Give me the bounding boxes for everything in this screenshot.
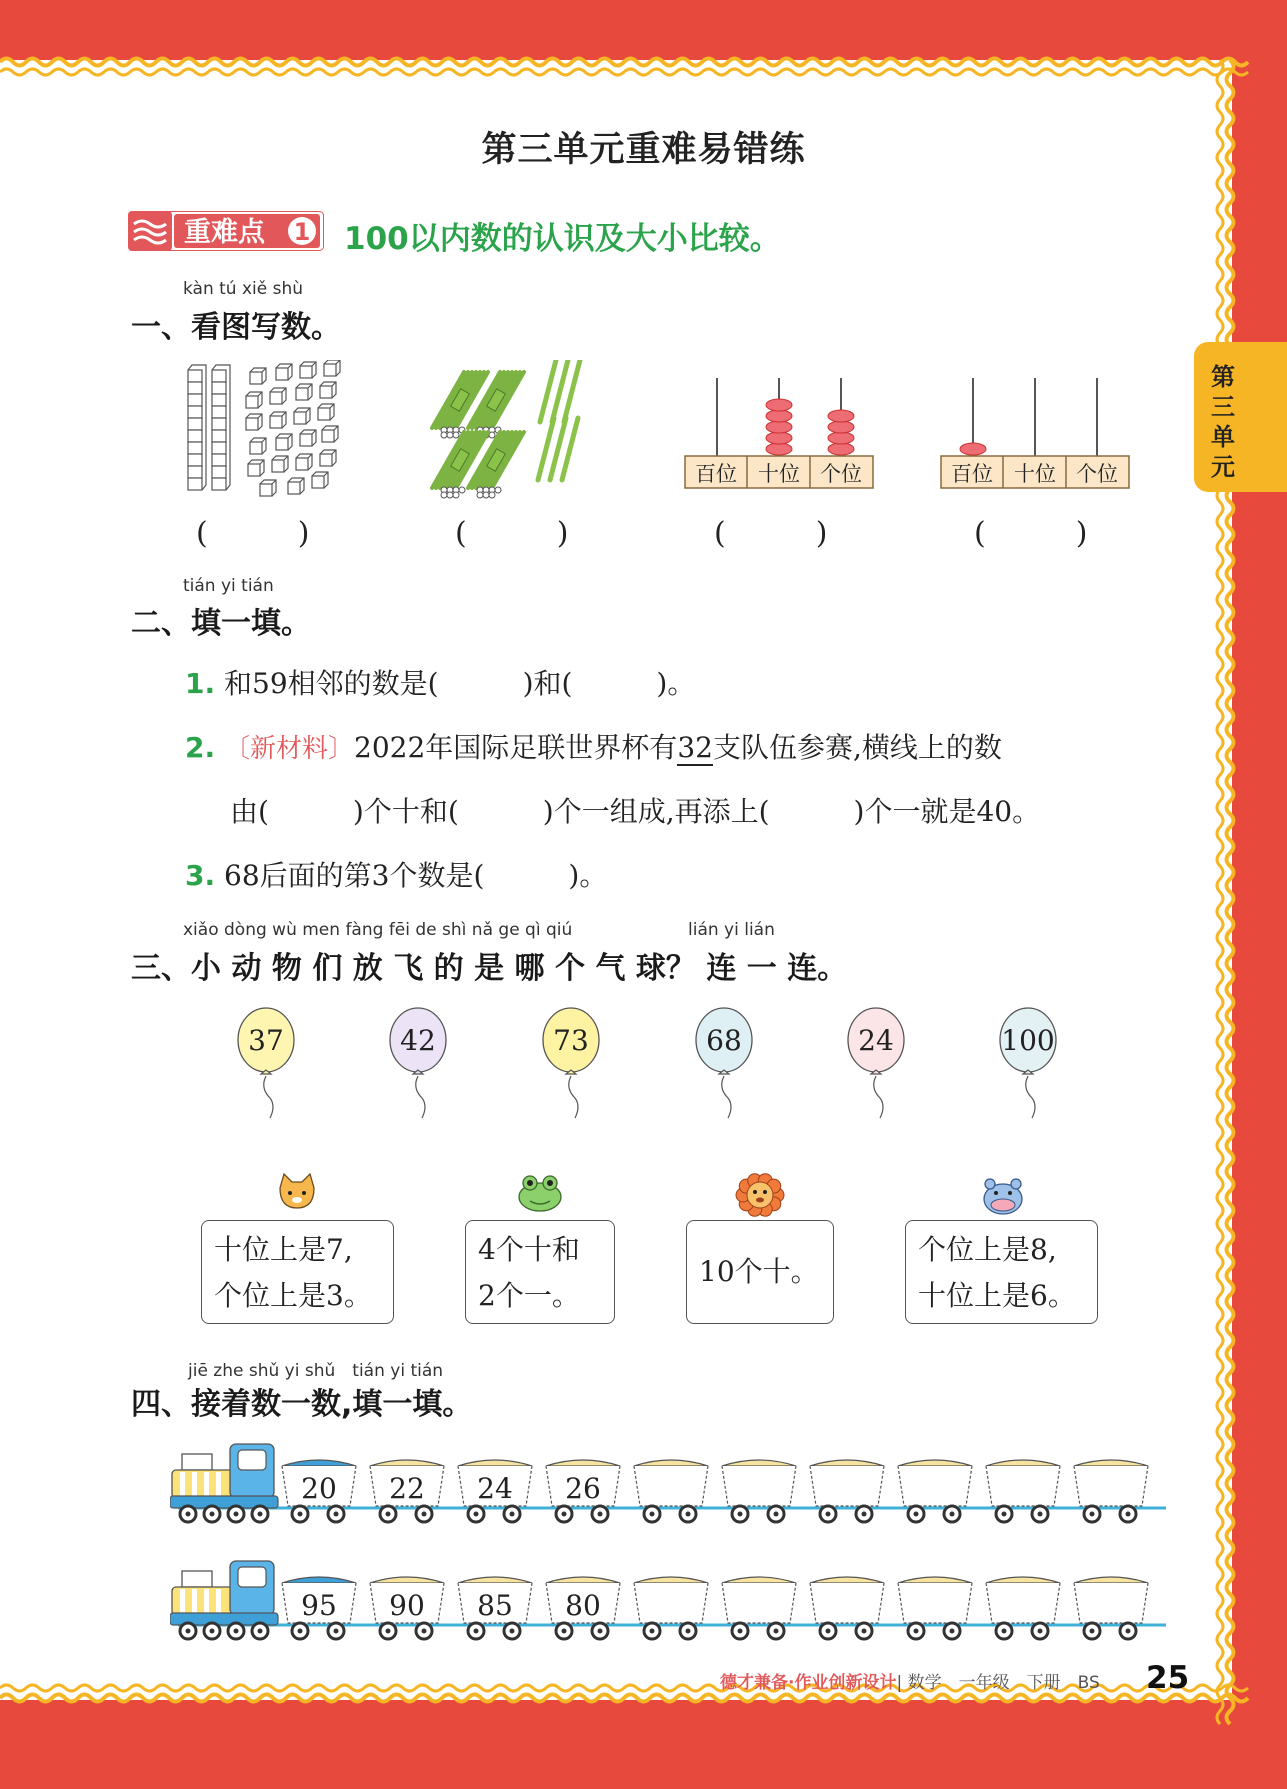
train-car[interactable] — [370, 1460, 444, 1522]
car-number: 20 — [301, 1472, 337, 1505]
clue-card-frog[interactable] — [465, 1220, 615, 1324]
unit-side-tab-label: 第三单元 — [1211, 363, 1235, 481]
section2-pinyin: tián yi tián — [183, 576, 274, 596]
train-car[interactable] — [546, 1577, 620, 1639]
abacus-1-label-tens: 十位 — [758, 462, 800, 486]
abacus-1 — [685, 378, 873, 488]
clue-line-1: 10个十。 — [699, 1255, 819, 1288]
abacus-bead — [960, 443, 986, 455]
question-number: 1. — [185, 667, 216, 700]
clue-line-1: 4个十和 — [478, 1233, 580, 1266]
train-car[interactable] — [634, 1460, 708, 1522]
key-point-badge-label: 重难点 — [184, 217, 265, 248]
page-number: 25 — [1146, 1660, 1190, 1696]
abacus-bead — [828, 432, 854, 444]
balloon-37[interactable] — [238, 1008, 294, 1118]
balloon-24[interactable] — [848, 1008, 904, 1118]
clue-card-hippo[interactable] — [905, 1220, 1098, 1324]
clue-line-1: 十位上是7, — [214, 1233, 353, 1266]
train-car[interactable] — [634, 1577, 708, 1639]
sticks-picture — [432, 360, 580, 498]
abacus-2-label-ones: 个位 — [1076, 462, 1118, 486]
cat-icon — [280, 1174, 314, 1208]
question-2-2-line2: 由( )个十和( )个一组成,再添上( )个一就是40。 — [230, 795, 1041, 828]
frog-icon — [519, 1176, 561, 1211]
balloon-number: 68 — [706, 1024, 742, 1057]
balloon-number: 100 — [1001, 1024, 1055, 1057]
footer-info: | 数学 一年级 下册 BS — [896, 1673, 1100, 1693]
train-car[interactable] — [722, 1577, 796, 1639]
section3-heading: 三、小 动 物 们 放 飞 的 是 哪 个 气 球？ 连 一 连。 — [131, 951, 848, 986]
train-engine-icon — [170, 1561, 278, 1639]
question-number: 3. — [185, 859, 216, 892]
trains-area — [170, 1440, 1170, 1680]
key-point-text: 100以内数的认识及大小比较。 — [344, 221, 781, 257]
abacus-2-label-tens: 十位 — [1014, 462, 1056, 486]
train-car[interactable] — [458, 1577, 532, 1639]
answer-blank-4[interactable]: ( ) — [974, 516, 1088, 551]
balloon-100[interactable] — [1000, 1008, 1056, 1118]
footer-brand: 德才兼备·作业创新设计 — [720, 1673, 897, 1693]
clue-line-2: 十位上是6。 — [918, 1279, 1076, 1312]
abacus-bead — [766, 410, 792, 422]
balloon-68[interactable] — [696, 1008, 752, 1118]
clue-line-2: 个位上是3。 — [214, 1279, 372, 1312]
answer-blank-1[interactable]: ( ) — [196, 516, 310, 551]
answer-blank-3[interactable]: ( ) — [714, 516, 828, 551]
page-title: 第三单元重难易错练 — [481, 130, 806, 170]
question-text: 和59相邻的数是( )和( )。 — [224, 667, 696, 700]
car-number: 24 — [477, 1472, 513, 1505]
cubes-picture — [188, 360, 340, 496]
section3-pinyin-b: lián yi lián — [688, 920, 775, 940]
balloon-number: 73 — [553, 1024, 589, 1057]
question-2-1 — [185, 662, 695, 702]
train-2 — [170, 1561, 1166, 1639]
lion-icon — [736, 1174, 784, 1217]
train-car[interactable] — [722, 1460, 796, 1522]
question-text-b: 支队伍参赛,横线上的数 — [712, 731, 1002, 764]
balloon-number: 37 — [248, 1024, 284, 1057]
question-number: 2. — [185, 731, 216, 764]
car-number: 95 — [301, 1589, 337, 1622]
train-car[interactable] — [1074, 1577, 1148, 1639]
train-car[interactable] — [282, 1577, 356, 1639]
train-car[interactable] — [986, 1460, 1060, 1522]
car-number: 80 — [565, 1589, 601, 1622]
train-engine-icon — [170, 1444, 278, 1522]
answer-blank-2[interactable]: ( ) — [455, 516, 569, 551]
question-text-a: 2022年国际足联世界杯有 — [354, 731, 678, 764]
abacus-bead — [766, 399, 792, 411]
abacus-1-label-hundreds: 百位 — [695, 462, 737, 486]
section1-heading: 一、看图写数。 — [131, 310, 341, 345]
clue-card-lion[interactable] — [686, 1220, 834, 1324]
abacus-bead — [828, 410, 854, 422]
abacus-bead — [828, 421, 854, 433]
abacus-bead — [766, 421, 792, 433]
clue-line-1: 个位上是8, — [918, 1233, 1057, 1266]
abacus-1-label-ones: 个位 — [820, 462, 862, 486]
key-point-badge-number: 1 — [293, 218, 311, 246]
key-point-badge — [128, 211, 324, 251]
train-car[interactable] — [546, 1460, 620, 1522]
balloon-number: 42 — [400, 1024, 436, 1057]
train-car[interactable] — [810, 1577, 884, 1639]
balloon-42[interactable] — [390, 1008, 446, 1118]
abacus-2 — [941, 378, 1129, 488]
clue-line-2: 2个一。 — [478, 1279, 580, 1312]
train-car[interactable] — [282, 1460, 356, 1522]
car-number: 26 — [565, 1472, 601, 1505]
train-car[interactable] — [898, 1460, 972, 1522]
question-text: 68后面的第3个数是( )。 — [224, 859, 608, 892]
question-2-2-line1 — [185, 726, 1002, 766]
train-car[interactable] — [458, 1460, 532, 1522]
abacus-bead — [828, 443, 854, 455]
section1-pinyin: kàn tú xiě shù — [183, 279, 304, 299]
section3-pinyin-a: xiǎo dòng wù men fàng fēi de shì nǎ ge qì qiú — [183, 920, 573, 940]
abacus-2-label-hundreds: 百位 — [951, 462, 993, 486]
hippo-icon — [984, 1179, 1022, 1214]
new-material-tag: 〔新材料〕 — [224, 734, 355, 764]
train-car[interactable] — [1074, 1460, 1148, 1522]
footer — [720, 1668, 1100, 1693]
car-number: 22 — [389, 1472, 425, 1505]
balloon-73[interactable] — [543, 1008, 599, 1118]
section4-heading: 四、接着数一数,填一填。 — [131, 1387, 473, 1422]
abacus-bead — [766, 443, 792, 455]
underlined-number: 32 — [677, 731, 713, 764]
train-car[interactable] — [986, 1577, 1060, 1639]
section2-heading: 二、填一填。 — [131, 606, 311, 641]
abacus-bead — [766, 432, 792, 444]
train-car[interactable] — [898, 1577, 972, 1639]
train-car[interactable] — [370, 1577, 444, 1639]
car-number: 90 — [389, 1589, 425, 1622]
train-car[interactable] — [810, 1460, 884, 1522]
section4-pinyin: jiē zhe shǔ yi shǔ tián yi tián — [188, 1361, 444, 1381]
clue-card-cat[interactable] — [201, 1220, 394, 1324]
balloon-number: 24 — [858, 1024, 894, 1057]
train-1 — [170, 1444, 1166, 1522]
question-2-3 — [185, 854, 607, 894]
car-number: 85 — [477, 1589, 513, 1622]
